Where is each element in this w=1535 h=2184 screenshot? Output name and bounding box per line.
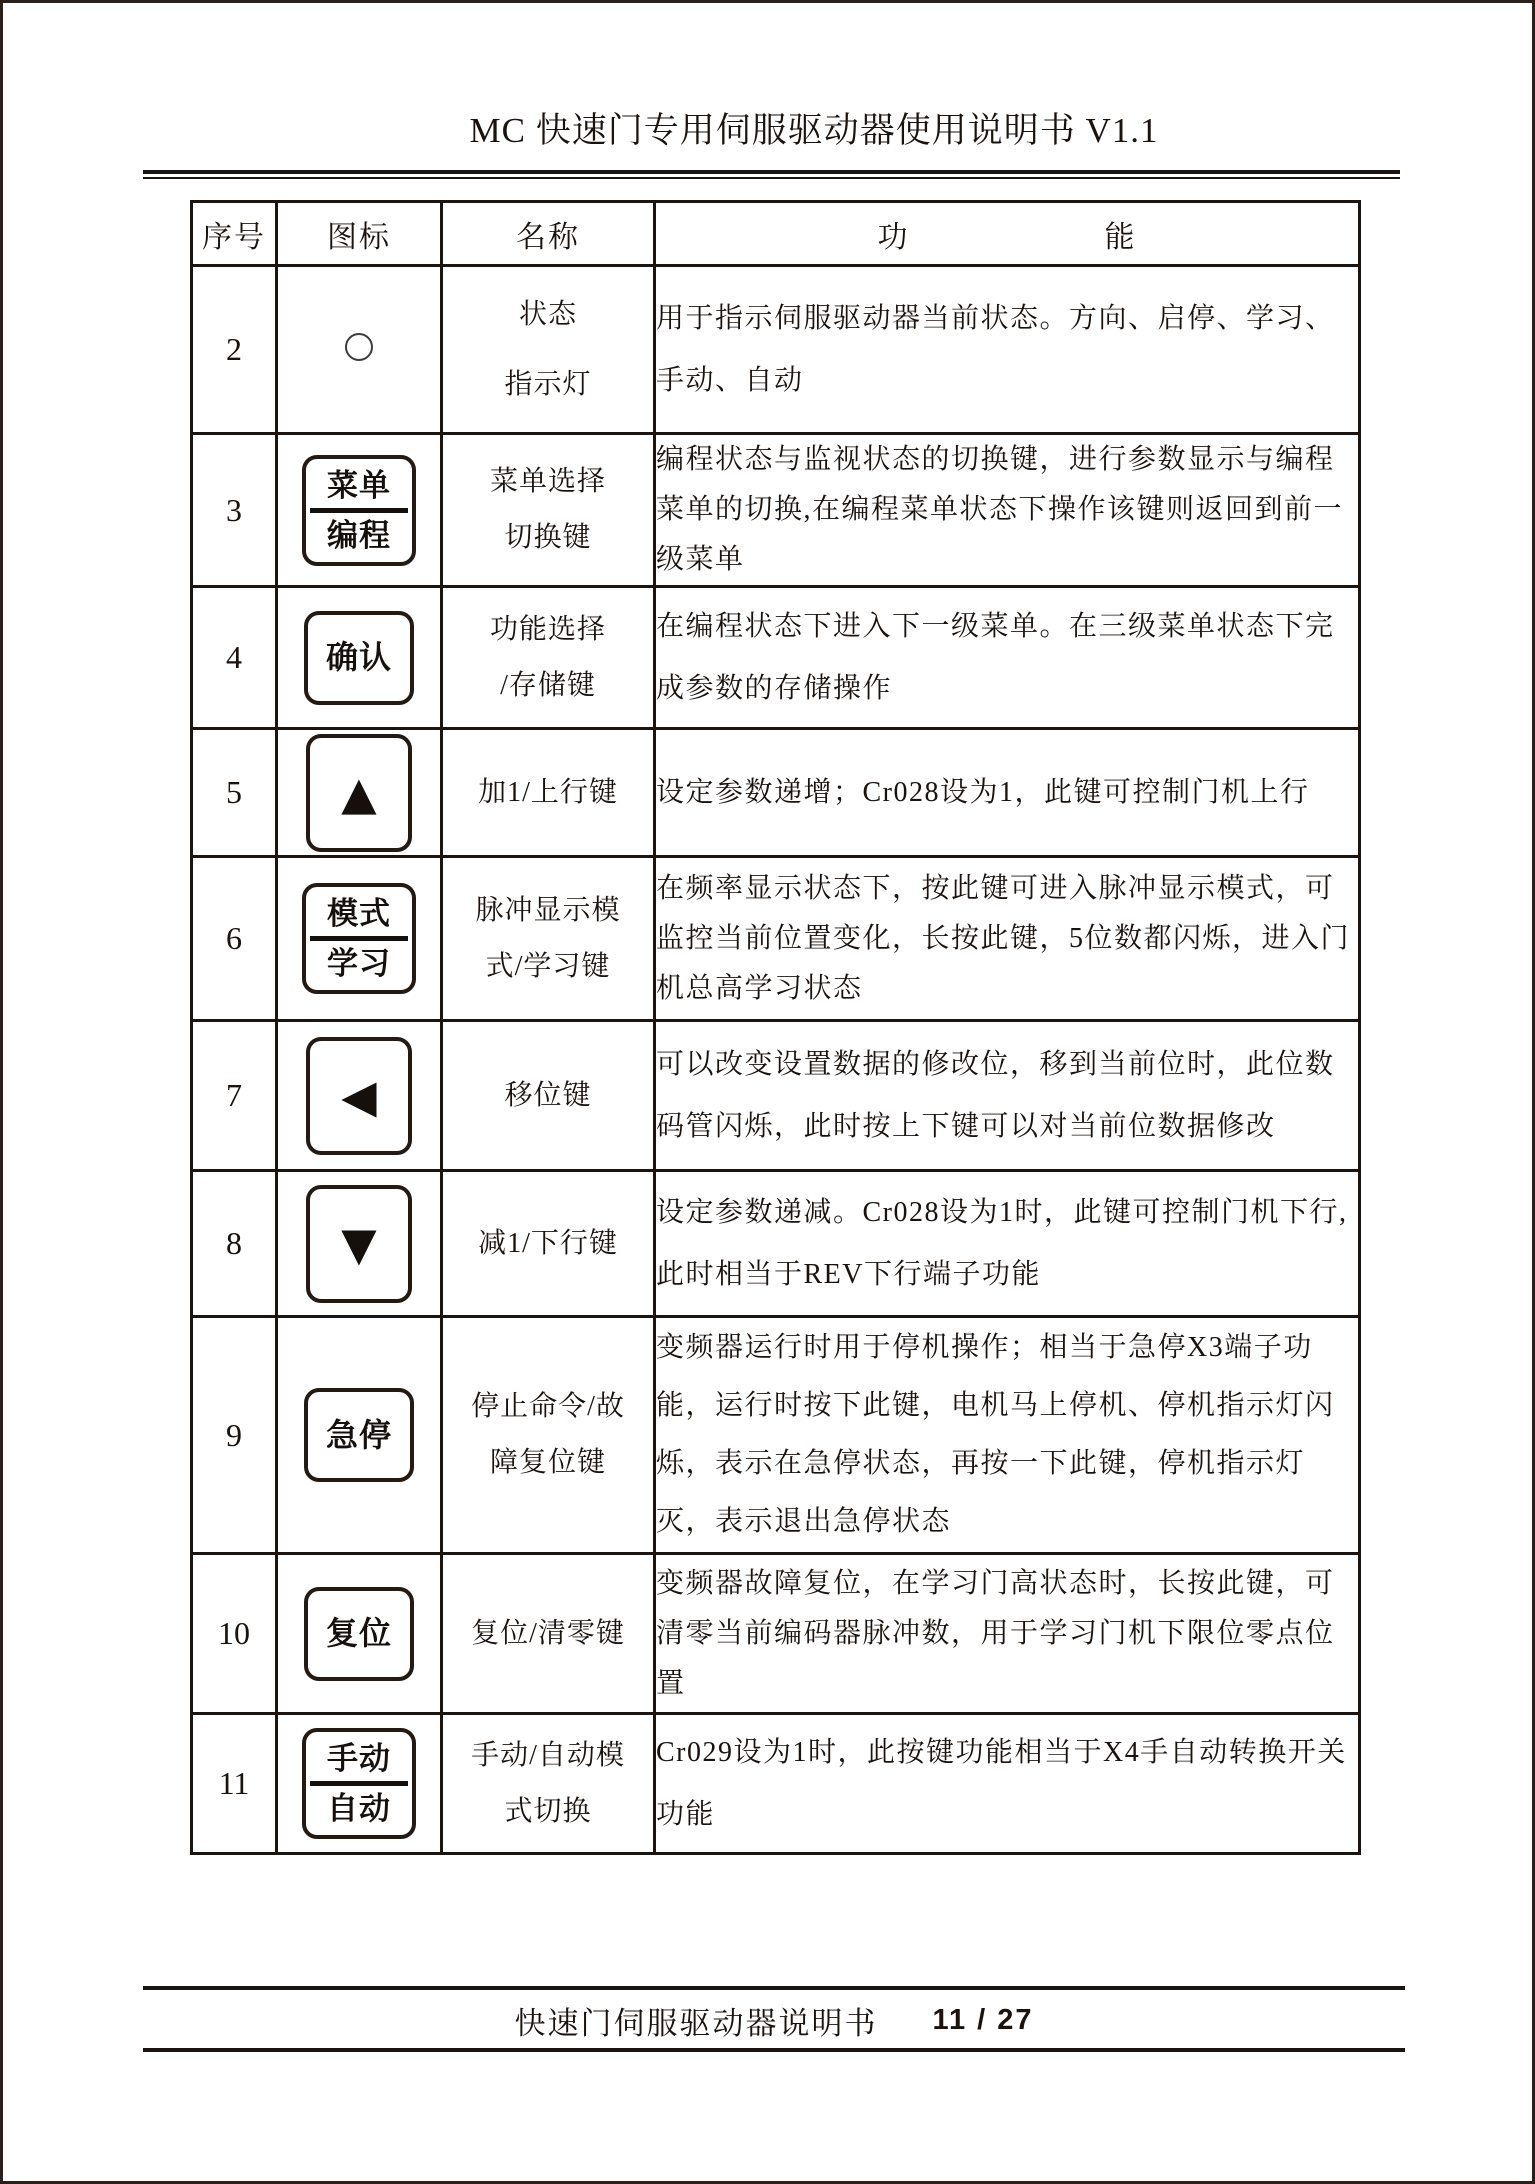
- footer-rule-bottom: [143, 2048, 1405, 2052]
- table-row: [192, 1714, 1360, 1854]
- mode-learn-button-icon: 模式 学习: [302, 883, 416, 994]
- emergency-stop-button-icon: 急停: [304, 1388, 414, 1482]
- row-index: 2: [192, 266, 277, 434]
- function-text: 在编程状态下进入下一级菜单。在三级菜单状态下完成参数的存储操作: [655, 587, 1360, 729]
- table-row: [192, 857, 1360, 1021]
- function-text: 设定参数递增；Cr028设为1，此键可控制门机上行: [655, 729, 1360, 857]
- footer-doc-name: 快速门伺服驱动器说明书: [514, 2005, 878, 2041]
- function-text: 可以改变设置数据的修改位，移到当前位时，此位数码管闪烁，此时按上下键可以对当前位数据修改: [655, 1021, 1360, 1171]
- menu-program-button-icon: 菜单 编程: [302, 455, 416, 566]
- key-name: 加1/上行键: [442, 729, 655, 857]
- header-index: 序号: [192, 202, 277, 266]
- key-name: 脉冲显示模 式/学习键: [442, 857, 655, 1021]
- row-index: 9: [192, 1317, 277, 1554]
- header-function-char-b: 能: [1104, 220, 1137, 254]
- down-arrow-button-icon: ▼: [306, 1185, 412, 1303]
- divider: [310, 508, 408, 513]
- function-text: 设定参数递减。Cr028设为1时，此键可控制门机下行,此时相当于REV下行端子功能: [655, 1171, 1360, 1317]
- row-index: 6: [192, 857, 277, 1021]
- key-name: 手动/自动模 式切换: [442, 1714, 655, 1854]
- table-header-row: [192, 202, 1360, 266]
- key-name: 停止命令/故 障复位键: [442, 1317, 655, 1554]
- function-text: Cr029设为1时，此按键功能相当于X4手自动转换开关功能: [655, 1714, 1360, 1854]
- header-name: 名称: [442, 202, 655, 266]
- row-index: 11: [192, 1714, 277, 1854]
- table-row: [192, 434, 1360, 587]
- header-function: [655, 202, 1360, 266]
- table-row: [192, 729, 1360, 857]
- function-text: 变频器运行时用于停机操作；相当于急停X3端子功能，运行时按下此键，电机马上停机、停机指示灯闪烁，表示在急停状态，再按一下此键，停机指示灯灭，表示退出急停状态: [655, 1317, 1360, 1554]
- row-index: 8: [192, 1171, 277, 1317]
- key-name: 复位/清零键: [442, 1554, 655, 1714]
- header-icon: 图标: [277, 202, 442, 266]
- divider: [310, 936, 408, 941]
- table-row: [192, 1021, 1360, 1171]
- footer: [143, 1996, 1405, 2044]
- confirm-button-icon: 确认: [304, 611, 414, 705]
- title-rule: [143, 170, 1400, 179]
- key-name: 菜单选择 切换键: [442, 434, 655, 587]
- header-function-char-a: 功: [877, 220, 910, 254]
- table-row: [192, 587, 1360, 729]
- up-arrow-button-icon: ▲: [306, 734, 412, 852]
- table-row: [192, 266, 1360, 434]
- function-text: 在频率显示状态下，按此键可进入脉冲显示模式，可监控当前位置变化，长按此键，5位数都闪烁，进入门机总高学习状态: [655, 857, 1360, 1021]
- footer-page-number: 11 / 27: [932, 2003, 1034, 2036]
- page-title: MC 快速门专用伺服驱动器使用说明书 V1.1: [469, 111, 1159, 150]
- status-indicator-icon: [345, 333, 373, 361]
- key-name: 减1/下行键: [442, 1171, 655, 1317]
- reset-button-icon: 复位: [304, 1587, 414, 1681]
- row-index: 4: [192, 587, 277, 729]
- row-index: 3: [192, 434, 277, 587]
- table-row: [192, 1554, 1360, 1714]
- row-index: 5: [192, 729, 277, 857]
- left-arrow-button-icon: ◀: [306, 1037, 412, 1155]
- key-name: 状态 指示灯: [442, 266, 655, 434]
- table-row: [192, 1171, 1360, 1317]
- row-index: 7: [192, 1021, 277, 1171]
- function-text: 变频器故障复位，在学习门高状态时，长按此键，可清零当前编码器脉冲数，用于学习门机下限位零点位置: [655, 1554, 1360, 1714]
- row-index: 10: [192, 1554, 277, 1714]
- function-text: 用于指示伺服驱动器当前状态。方向、启停、学习、手动、自动: [655, 266, 1360, 434]
- table-row: [192, 1317, 1360, 1554]
- manual-auto-button-icon: 手动 自动: [302, 1728, 416, 1839]
- key-name: 移位键: [442, 1021, 655, 1171]
- key-name: 功能选择 /存储键: [442, 587, 655, 729]
- footer-rule-top: [143, 1986, 1405, 1990]
- keys-table: [190, 200, 1361, 1855]
- divider: [310, 1781, 408, 1786]
- function-text: 编程状态与监视状态的切换键，进行参数显示与编程菜单的切换,在编程菜单状态下操作该键则返回到前一级菜单: [655, 434, 1360, 587]
